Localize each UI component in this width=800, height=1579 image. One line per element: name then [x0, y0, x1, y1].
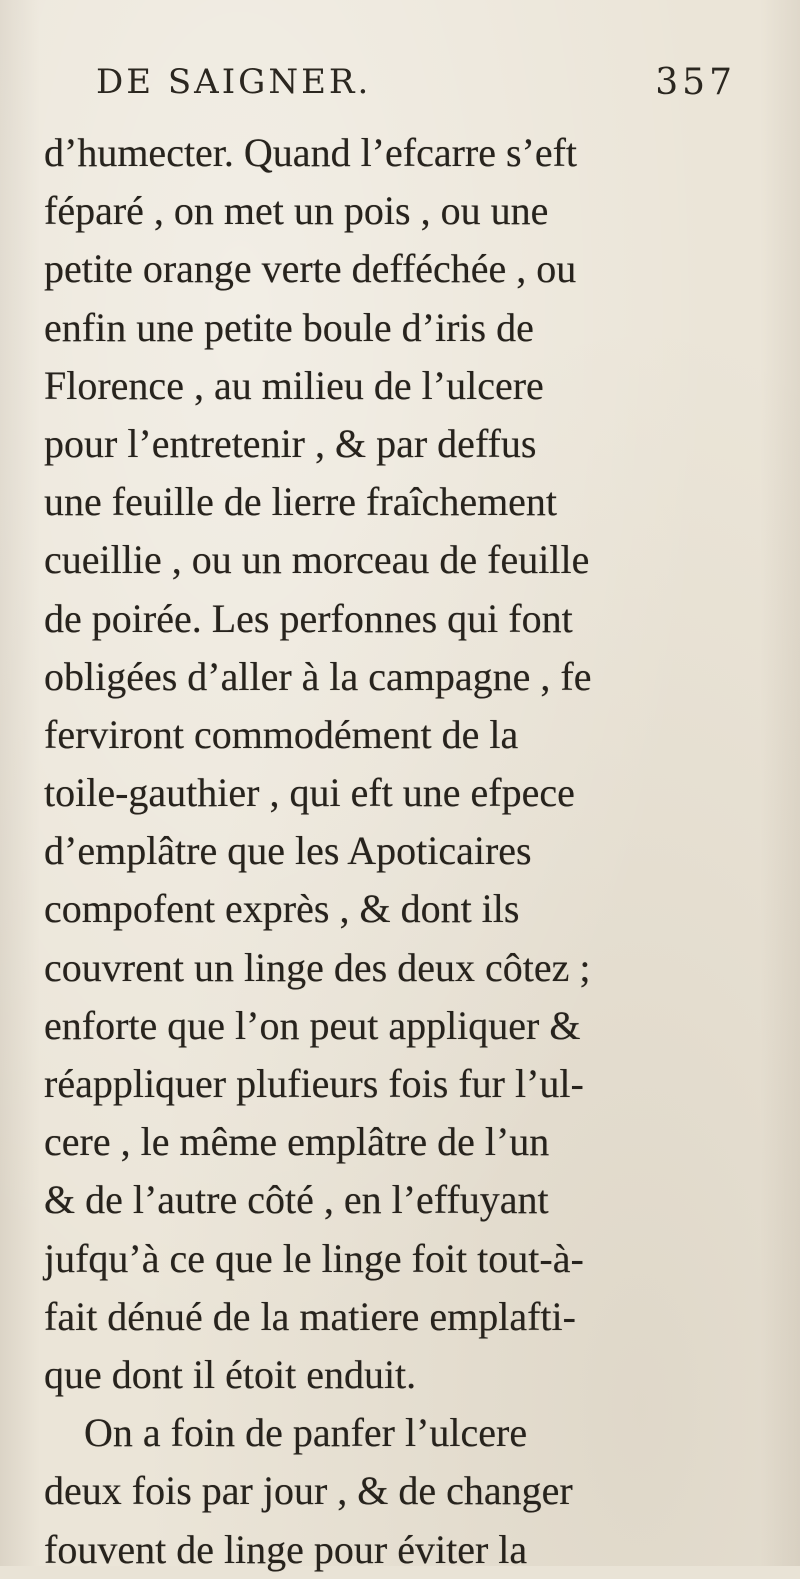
text-line: enfin une petite boule d’iris de — [44, 304, 534, 350]
text-line: petite orange verte defféchée , ou — [44, 246, 577, 292]
text-line: enforte que l’on peut appliquer & — [44, 1002, 581, 1048]
text-line: que dont il étoit enduit. — [44, 1351, 417, 1397]
paragraph-start-line: On a foin de panfer l’ulcere — [84, 1410, 528, 1456]
text-line: d’humecter. Quand l’efcarre s’eft — [44, 130, 578, 175]
text-line: féparé , on met un pois , ou une — [44, 188, 549, 234]
running-head: DE SAIGNER. — [96, 62, 372, 102]
text-line: couvrent un linge des deux côtez ; — [44, 944, 591, 990]
text-line: d’emplâtre que les Apoticaires — [44, 828, 532, 874]
text-line: ferviront commodément de la — [44, 711, 519, 757]
text-line: de poirée. Les perfonnes qui font — [44, 595, 573, 641]
text-line: une feuille de lierre fraîchement — [44, 479, 558, 525]
text-line: cueillie , ou un morceau de feuille — [44, 537, 590, 583]
text-line: réappliquer plufieurs fois fur l’ul- — [44, 1061, 584, 1106]
text-line: fouvent de linge pour éviter la — [44, 1526, 528, 1572]
text-line: compofent exprès , & dont ils — [44, 886, 520, 932]
text-line: toile-gauthier , qui eft une efpece — [44, 770, 575, 816]
text-line: pour l’entretenir , & par deffus — [44, 420, 537, 466]
text-line: cere , le même emplâtre de l’un — [44, 1119, 550, 1165]
text-line: fait dénué de la matiere emplafti- — [44, 1293, 576, 1339]
page-number: 357 — [655, 62, 736, 103]
body-text — [44, 124, 744, 1579]
text-line: & de l’autre côté , en l’effuyant — [44, 1177, 549, 1223]
page-header — [96, 62, 736, 122]
text-line: obligées d’aller à la campagne , fe — [44, 653, 592, 699]
text-line: Florence , au milieu de l’ulcere — [44, 362, 544, 408]
text-line: deux fois par jour , & de changer — [44, 1468, 573, 1514]
text-line: jufqu’à ce que le linge foit tout-à- — [44, 1235, 584, 1281]
